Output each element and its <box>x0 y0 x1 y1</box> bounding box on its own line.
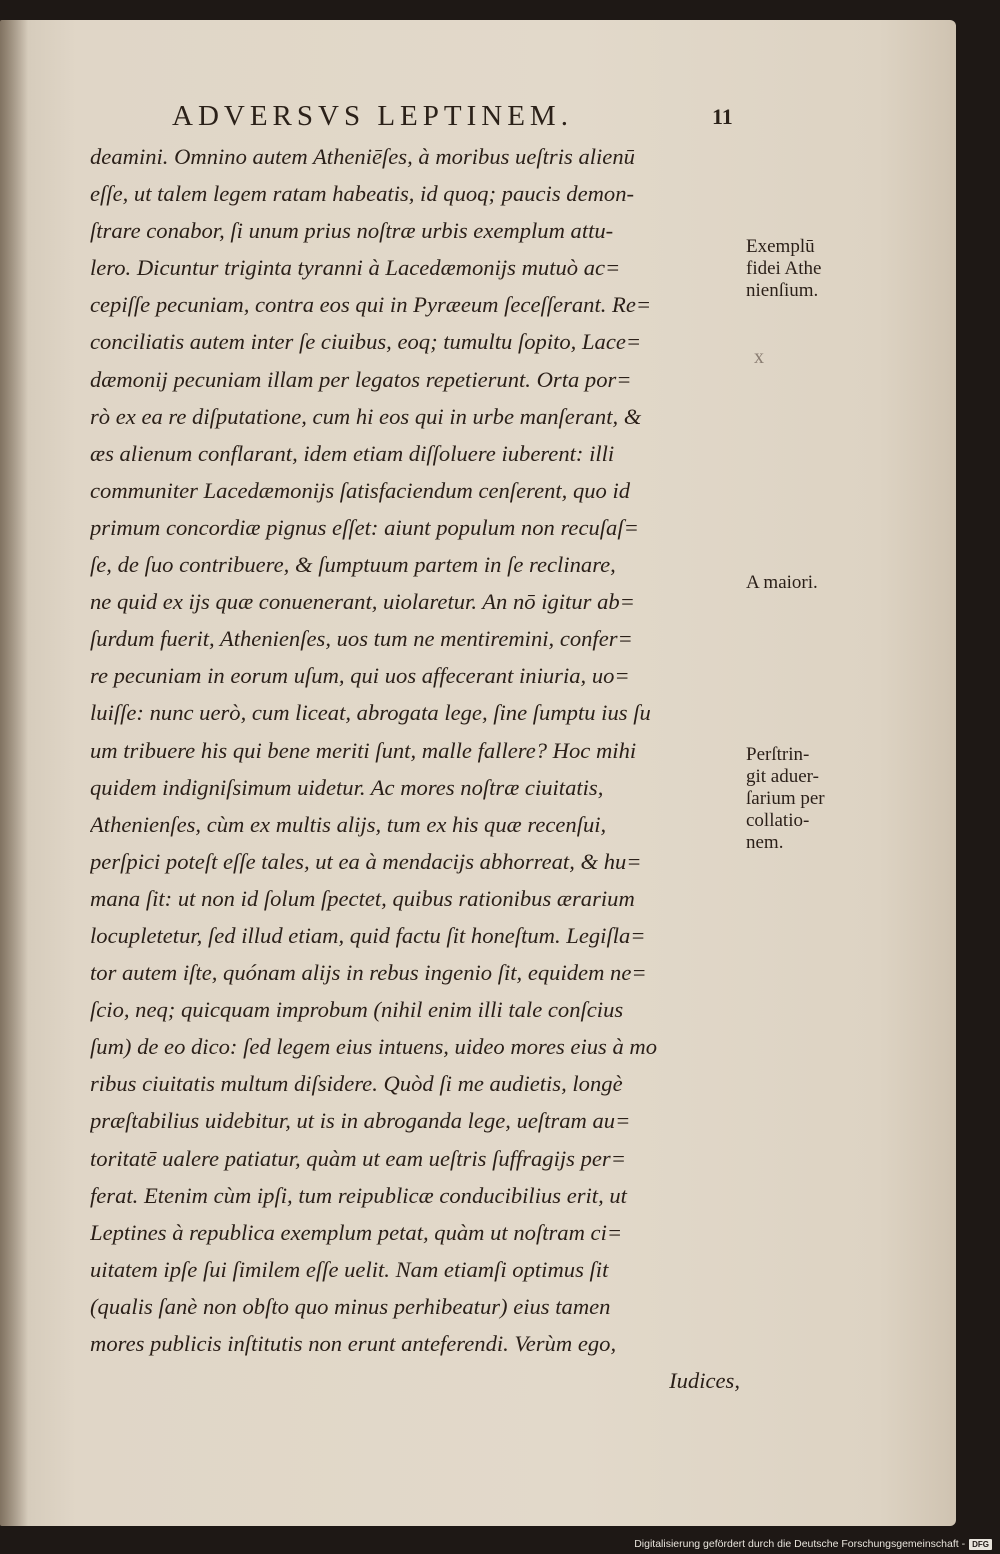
text-line: ſtrare conabor, ſi unum prius noſtræ urbis exemplum attu- <box>90 218 614 244</box>
text-line: eſſe, ut talem legem ratam habeatis, id quoq; paucis demon- <box>90 181 635 207</box>
digitization-credit <box>634 1538 992 1550</box>
text-line: toritatē ualere patiatur, quàm ut eam ueſtris ſuffragijs per= <box>90 1145 626 1171</box>
margin-note-line: A maiori. <box>746 572 818 593</box>
text-line: Athenienſes, cùm ex multis alijs, tum ex his quæ recenſui, <box>90 811 607 837</box>
text-line: ne quid ex ijs quæ conuenerant, uiolaretur. An nō igitur ab= <box>90 589 635 615</box>
credit-text: Digitalisierung gefördert durch die Deutsche Forschungsgemeinschaft - <box>634 1538 966 1550</box>
margin-note-a-maiori <box>746 572 946 594</box>
margin-note-perstringit <box>746 744 946 854</box>
text-line: lero. Dicuntur triginta tyranni à Lacedæmonijs mutuò ac= <box>90 255 621 281</box>
margin-note-line: collatio- <box>746 810 810 831</box>
catchword: Iudices, <box>669 1368 740 1394</box>
margin-note-line: ſarium per <box>746 788 825 809</box>
text-line: perſpici poteſt eſſe tales, ut ea à mendacijs abhorreat, & hu= <box>90 848 642 874</box>
text-line: ſurdum fuerit, Athenienſes, uos tum ne mentiremini, confer= <box>90 626 633 652</box>
text-line: locupletetur, ſed illud etiam, quid factu ſit honeſtum. Legiſla= <box>90 922 646 948</box>
text-line: (qualis ſanè non obſto quo minus perhibeatur) eius tamen <box>90 1293 611 1319</box>
text-line: Leptines à republica exemplum petat, quàm ut noſtram ci= <box>90 1219 623 1245</box>
text-line: ſum) de eo dico: ſed legem eius intuens, uideo mores eius à mo <box>90 1034 658 1060</box>
text-line: deamini. Omnino autem Atheniēſes, à moribus ueſtris alienū <box>90 144 635 169</box>
text-line: dæmonij pecuniam illam per legatos repetierunt. Orta por= <box>90 366 632 392</box>
gutter-shadow <box>0 20 28 1526</box>
text-line: ribus ciuitatis multum diſsidere. Quòd ſi me audietis, longè <box>90 1071 623 1097</box>
text-line: cepiſſe pecuniam, contra eos qui in Pyræeum ſeceſſerant. Re= <box>90 292 652 318</box>
text-line: luiſſe: nunc uerò, cum liceat, abrogata lege, ſine ſumptu ius ſu <box>90 700 651 726</box>
folio-number: 11 <box>712 104 733 129</box>
text-line: rò ex ea re diſputatione, cum hi eos qui in urbe manſerant, & <box>90 403 642 429</box>
text-line: æs alienum conflarant, idem etiam diſſoluere iuberent: illi <box>90 440 615 466</box>
margin-note-line: Exemplū <box>746 236 815 257</box>
text-line: præſtabilius uidebitur, ut is in abroganda lege, ueſtram au= <box>90 1108 631 1134</box>
text-line: quidem indigniſsimum uidetur. Ac mores noſtræ ciuitatis, <box>90 774 604 800</box>
text-line: um tribuere his qui bene meriti ſunt, malle fallere? Hoc mihi <box>90 737 637 763</box>
text-line: mores publicis inſtitutis non erunt anteferendi. Verùm ego, <box>90 1331 617 1356</box>
text-line: re pecuniam in eorum uſum, qui uos affecerant iniuria, uo= <box>90 663 630 689</box>
text-line: tor autem iſte, quónam alijs in rebus ingenio ſit, equidem ne= <box>90 960 647 986</box>
text-line: ſcio, neq; quicquam improbum (nihil enim illi tale conſcius <box>90 997 624 1023</box>
margin-note-line: Perſtrin- <box>746 744 810 765</box>
text-line: primum concordiæ pignus eſſet: aiunt populum non recuſaſ= <box>90 514 639 540</box>
dfg-logo-icon: DFG <box>969 1539 992 1550</box>
text-line: communiter Lacedæmonijs ſatisfaciendum cenſerent, quo id <box>90 477 631 503</box>
margin-note-line: nem. <box>746 832 784 853</box>
body-text <box>90 138 750 1399</box>
margin-note-line: fidei Athe <box>746 258 822 279</box>
running-head: ADVERSVS LEPTINEM. <box>172 100 573 132</box>
text-line: mana ſit: ut non id ſolum ſpectet, quibus rationibus ærarium <box>90 885 635 911</box>
margin-note-line: nienſium. <box>746 280 819 301</box>
text-line: conciliatis autem inter ſe ciuibus, eoq; tumultu ſopito, Lace= <box>90 329 642 355</box>
text-line: ferat. Etenim cùm ipſi, tum reipublicæ conducibilius erit, ut <box>90 1182 627 1208</box>
text-line: ſe, de ſuo contribuere, & ſumptuum partem in ſe reclinare, <box>90 552 616 578</box>
stray-pen-mark: x <box>754 346 764 368</box>
text-line: uitatem ipſe ſui ſimilem eſſe uelit. Nam etiamſi optimus ſit <box>90 1256 609 1282</box>
margin-note-line: git aduer- <box>746 766 819 787</box>
margin-note-exemplum <box>746 236 946 302</box>
